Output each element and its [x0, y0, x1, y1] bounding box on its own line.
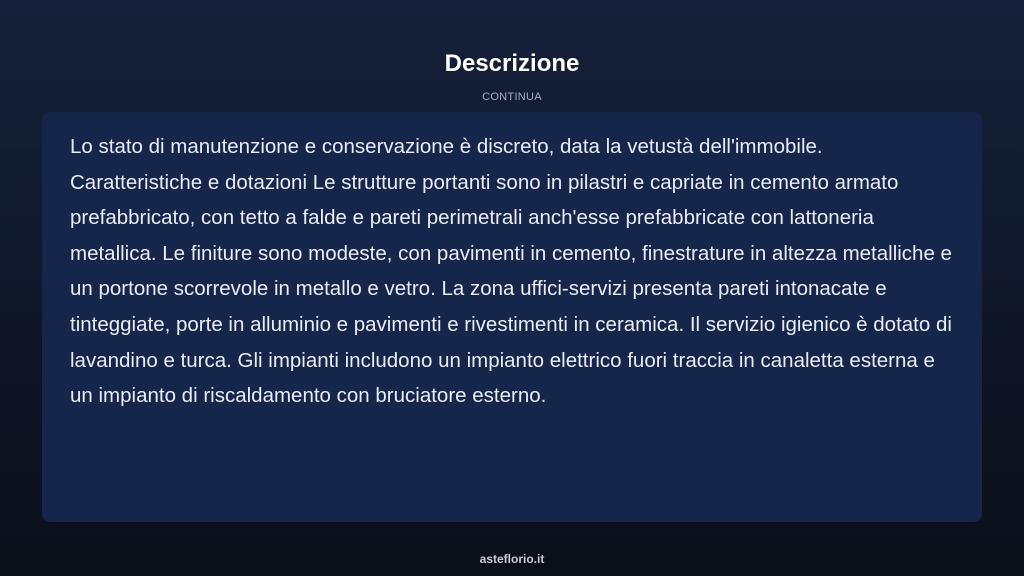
description-text: Lo stato di manutenzione e conservazione è discreto, data la vetustà dell'immobile. Caratteristiche e dotazioni Le strutture portanti sono in pilastri e capriate in cemento armato prefabbricato, con tetto a falde e pareti perimetrali anch'esse prefabbricate con lattoneria metallica. Le finiture sono modeste, con pavimenti in cemento, finestrature in altezza metalliche e un portone scorrevole in metallo e vetro. La zona uffici-servizi presenta pareti intonacate e tinteggiate, porte in alluminio e pavimenti e rivestimenti in ceramica. Il servizio igienico è dotato di lavandino e turca. Gli impianti includono un impianto elettrico fuori traccia in canaletta esterna e un impianto di riscaldamento con bruciatore esterno.	[70, 135, 952, 408]
description-card	[42, 112, 982, 522]
page-header	[0, 48, 1024, 104]
footer-site-name: asteflorio.it	[479, 552, 545, 566]
page-subtitle: CONTINUA	[482, 91, 542, 103]
page-title: Descrizione	[444, 50, 580, 77]
footer-bar	[0, 543, 1024, 576]
